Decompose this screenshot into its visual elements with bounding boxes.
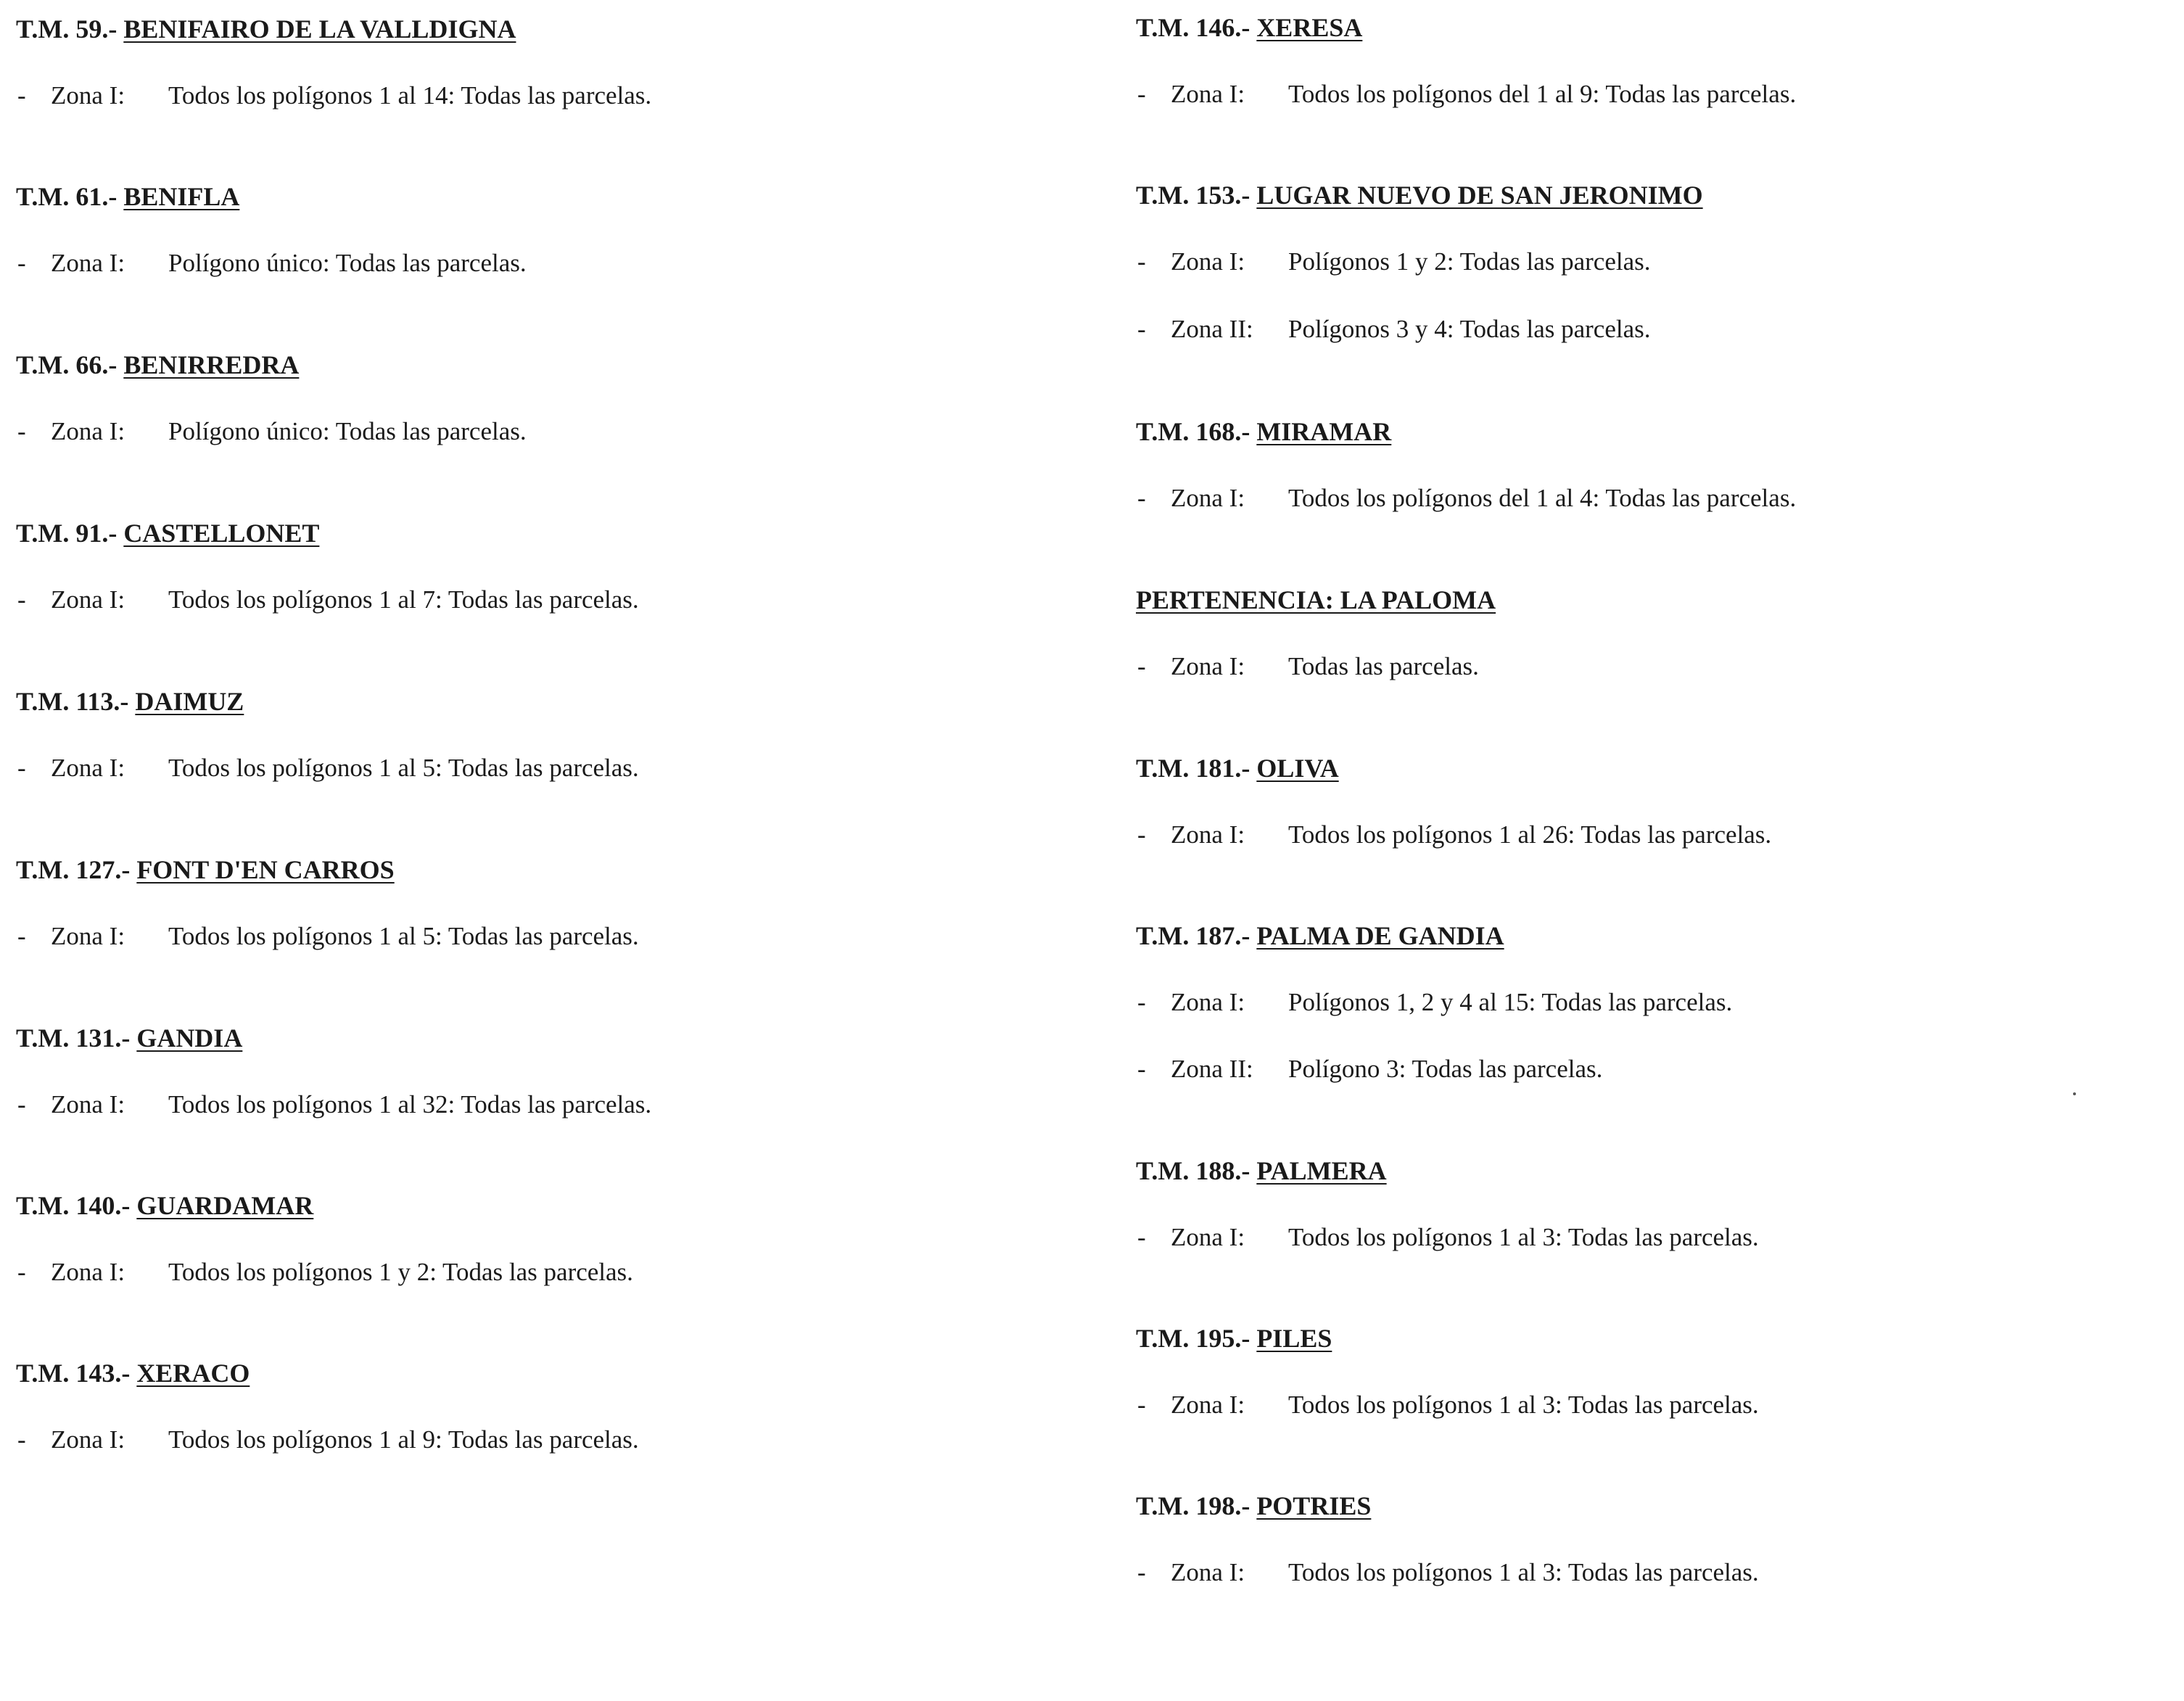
zone-line [1136, 1389, 1759, 1421]
entry-prefix: T.M. 198.- [1136, 1491, 1257, 1520]
entry-prefix: T.M. 91.- [16, 519, 124, 548]
zone-line [1136, 246, 1703, 278]
municipality-name: DAIMUZ [135, 687, 244, 716]
entry-prefix: T.M. 61.- [16, 182, 124, 211]
entry-title [1136, 1490, 1371, 1522]
municipality-entry [16, 181, 527, 279]
zone-label: Zona I: [1171, 247, 1245, 276]
zone-description: Todos los polígonos 1 al 14: Todas las parcelas. [168, 81, 652, 110]
zone-line [1136, 313, 1703, 345]
entry-prefix: T.M. 66.- [16, 350, 124, 379]
municipality-entry [16, 1022, 652, 1121]
bullet-dash: - [1137, 1391, 1146, 1419]
zone-description: Todos los polígonos 1 al 5: Todas las parcelas. [168, 922, 639, 950]
entry-title [16, 1357, 250, 1389]
zone-line [1136, 987, 1733, 1018]
entry-title [16, 1022, 242, 1054]
bullet-dash: - [17, 585, 26, 614]
entry-title [16, 1190, 313, 1222]
zone-description: Polígono 3: Todas las parcelas. [1288, 1055, 1603, 1083]
zone-label: Zona I: [1171, 988, 1245, 1016]
entry-title [1136, 584, 1496, 616]
bullet-dash: - [1137, 988, 1146, 1016]
zone-line [1136, 1557, 1759, 1589]
zone-label: Zona I: [1171, 484, 1245, 512]
zone-description: Todos los polígonos 1 al 26: Todas las parcelas. [1288, 820, 1772, 849]
zone-line [16, 584, 639, 616]
zone-label: Zona I: [1171, 652, 1245, 680]
zone-label: Zona I: [51, 249, 125, 277]
entry-prefix: T.M. 113.- [16, 687, 136, 716]
zone-description: Todas las parcelas. [1288, 652, 1479, 680]
entry-prefix: T.M. 143.- [16, 1359, 137, 1388]
municipality-entry [16, 349, 527, 448]
municipality-name: BENIRREDRA [123, 350, 300, 379]
zone-label: Zona I: [1171, 80, 1245, 108]
entry-title [16, 349, 299, 381]
municipality-name: GANDIA [136, 1024, 243, 1053]
scan-speck [2073, 1092, 2076, 1095]
entry-prefix: T.M. 131.- [16, 1024, 137, 1053]
entry-prefix: T.M. 59.- [16, 15, 124, 44]
municipality-name: POTRIES [1256, 1491, 1372, 1520]
zone-description: Polígonos 1, 2 y 4 al 15: Todas las parcelas. [1288, 988, 1733, 1016]
municipality-name: PILES [1256, 1324, 1332, 1353]
entry-title [1136, 752, 1339, 784]
municipality-entry [16, 1357, 639, 1456]
municipality-entry [16, 13, 652, 112]
bullet-dash: - [17, 249, 26, 277]
zone-label: Zona I: [51, 922, 125, 950]
zone-label: Zona I: [1171, 1391, 1245, 1419]
zone-label: Zona II: [1171, 1055, 1253, 1083]
zone-line [1136, 1222, 1759, 1253]
bullet-dash: - [1137, 80, 1146, 108]
entry-title [1136, 12, 1362, 44]
entry-prefix: T.M. 195.- [1136, 1324, 1257, 1353]
zone-line [16, 247, 527, 279]
zone-description: Todos los polígonos del 1 al 9: Todas las parcelas. [1288, 80, 1797, 108]
zone-line [16, 1089, 652, 1121]
bullet-dash: - [1137, 247, 1146, 276]
entry-title [1136, 1322, 1332, 1354]
municipality-entry [1136, 1155, 1759, 1253]
entry-prefix: T.M. 140.- [16, 1191, 137, 1220]
bullet-dash: - [1137, 652, 1146, 680]
zone-line [16, 920, 639, 952]
entry-title [1136, 179, 1703, 211]
entry-prefix: T.M. 153.- [1136, 181, 1257, 210]
municipality-name: PERTENENCIA: LA PALOMA [1136, 585, 1496, 614]
zone-label: Zona I: [51, 585, 125, 614]
zone-description: Todos los polígonos del 1 al 4: Todas las parcelas. [1288, 484, 1797, 512]
entry-title [16, 854, 395, 886]
bullet-dash: - [17, 754, 26, 782]
municipality-entry [1136, 179, 1703, 345]
zone-description: Todos los polígonos 1 al 3: Todas las parcelas. [1288, 1558, 1759, 1586]
entry-prefix: T.M. 168.- [1136, 417, 1257, 446]
zone-label: Zona I: [51, 81, 125, 110]
municipality-entry [1136, 1490, 1759, 1589]
zone-line [1136, 482, 1797, 514]
municipality-entry [16, 1190, 633, 1288]
zone-line [1136, 819, 1772, 851]
zone-description: Polígonos 3 y 4: Todas las parcelas. [1288, 315, 1651, 343]
bullet-dash: - [1137, 820, 1146, 849]
bullet-dash: - [17, 1090, 26, 1119]
entry-title [1136, 1155, 1387, 1187]
municipality-entry [16, 517, 639, 616]
zone-description: Todos los polígonos 1 al 7: Todas las parcelas. [168, 585, 639, 614]
entry-title [16, 13, 516, 45]
zone-line [16, 1256, 633, 1288]
entry-prefix: T.M. 127.- [16, 855, 137, 884]
zone-line [1136, 651, 1496, 683]
bullet-dash: - [1137, 484, 1146, 512]
entry-prefix: T.M. 187.- [1136, 921, 1257, 950]
bullet-dash: - [17, 417, 26, 445]
municipality-name: PALMERA [1256, 1156, 1387, 1185]
bullet-dash: - [1137, 1055, 1146, 1083]
municipality-entry [1136, 1322, 1759, 1421]
bullet-dash: - [1137, 1558, 1146, 1586]
zone-label: Zona II: [1171, 315, 1253, 343]
zone-description: Todos los polígonos 1 al 3: Todas las parcelas. [1288, 1391, 1759, 1419]
municipality-name: MIRAMAR [1256, 417, 1392, 446]
zone-line [16, 752, 639, 784]
zone-label: Zona I: [51, 754, 125, 782]
zone-line [16, 80, 652, 112]
entry-prefix: T.M. 188.- [1136, 1156, 1257, 1185]
municipality-entry [1136, 584, 1496, 683]
zone-label: Zona I: [1171, 1558, 1245, 1586]
zone-line [1136, 1053, 1603, 1085]
entry-title [16, 181, 239, 213]
entry-title [16, 685, 244, 717]
municipality-name: BENIFAIRO DE LA VALLDIGNA [123, 15, 516, 44]
bullet-dash: - [17, 922, 26, 950]
municipality-name: CASTELLONET [123, 519, 320, 548]
zone-description: Polígonos 1 y 2: Todas las parcelas. [1288, 247, 1651, 276]
municipality-name: XERESA [1256, 13, 1363, 42]
municipality-entry [1136, 920, 1733, 1085]
municipality-name: LUGAR NUEVO DE SAN JERONIMO [1256, 181, 1703, 210]
entry-prefix: T.M. 146.- [1136, 13, 1257, 42]
zone-label: Zona I: [51, 417, 125, 445]
entry-prefix: T.M. 181.- [1136, 754, 1257, 783]
entry-title [16, 517, 319, 549]
municipality-entry [1136, 12, 1797, 110]
municipality-entry [16, 854, 639, 952]
zone-description: Polígono único: Todas las parcelas. [168, 417, 527, 445]
municipality-name: GUARDAMAR [136, 1191, 314, 1220]
municipality-name: BENIFLA [123, 182, 240, 211]
municipality-entry [16, 685, 639, 784]
bullet-dash: - [17, 1425, 26, 1454]
zone-description: Polígono único: Todas las parcelas. [168, 249, 527, 277]
zone-description: Todos los polígonos 1 al 5: Todas las parcelas. [168, 754, 639, 782]
bullet-dash: - [1137, 1223, 1146, 1251]
zone-label: Zona I: [51, 1258, 125, 1286]
municipality-entry [1136, 416, 1797, 514]
zone-line [16, 1424, 639, 1456]
zone-description: Todos los polígonos 1 al 32: Todas las parcelas. [168, 1090, 652, 1119]
bullet-dash: - [17, 1258, 26, 1286]
zone-label: Zona I: [1171, 820, 1245, 849]
zone-label: Zona I: [1171, 1223, 1245, 1251]
entry-title [1136, 920, 1504, 952]
zone-label: Zona I: [51, 1425, 125, 1454]
zone-line [16, 416, 527, 448]
municipality-entry [1136, 752, 1772, 851]
municipality-name: FONT D'EN CARROS [136, 855, 395, 884]
zone-description: Todos los polígonos 1 y 2: Todas las parcelas. [168, 1258, 633, 1286]
municipality-name: OLIVA [1256, 754, 1339, 783]
zone-description: Todos los polígonos 1 al 3: Todas las parcelas. [1288, 1223, 1759, 1251]
bullet-dash: - [1137, 315, 1146, 343]
zone-description: Todos los polígonos 1 al 9: Todas las parcelas. [168, 1425, 639, 1454]
zone-label: Zona I: [51, 1090, 125, 1119]
entry-title [1136, 416, 1391, 448]
zone-line [1136, 78, 1797, 110]
bullet-dash: - [17, 81, 26, 110]
municipality-name: XERACO [136, 1359, 250, 1388]
municipality-name: PALMA DE GANDIA [1256, 921, 1504, 950]
